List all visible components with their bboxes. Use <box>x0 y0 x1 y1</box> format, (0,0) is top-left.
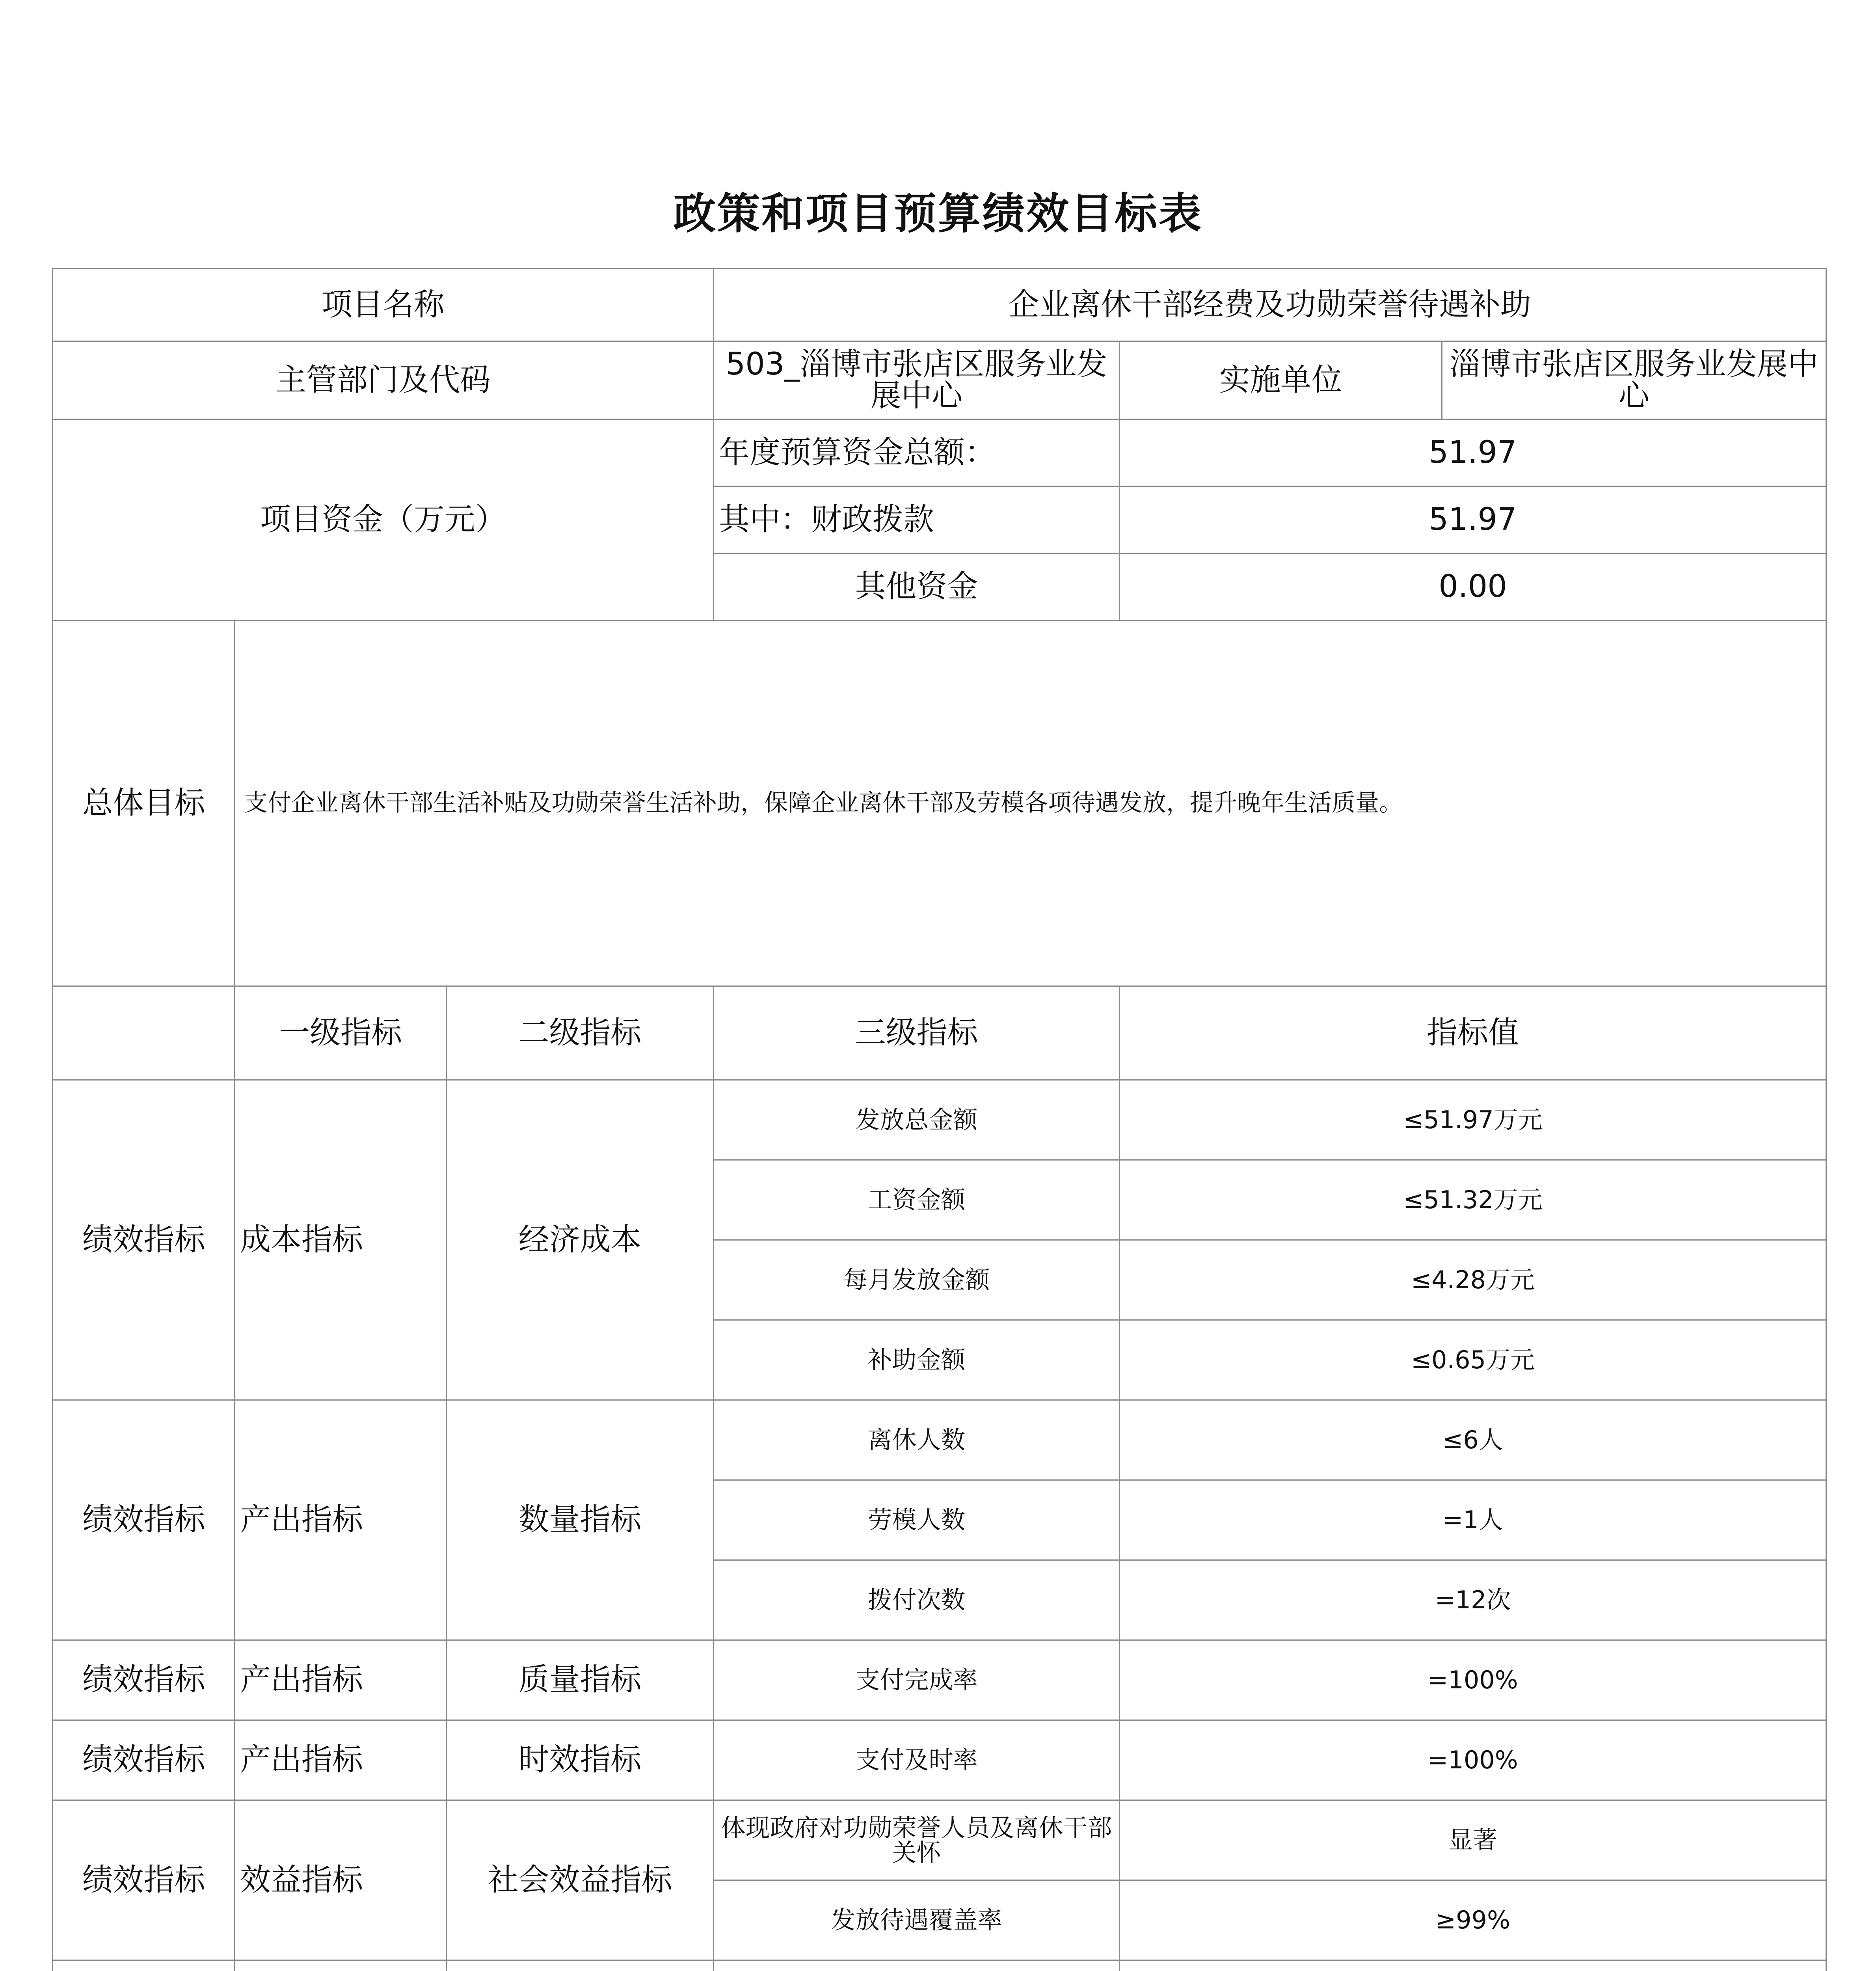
indicator-level1: 产出指标 <box>235 1640 447 1720</box>
indicator-value: ≤4.28万元 <box>1120 1240 1826 1320</box>
indicator-value: ≤51.32万元 <box>1120 1160 1826 1240</box>
indicator-value: ≤0.65万元 <box>1120 1320 1826 1400</box>
indicator-name: 拨付次数 <box>714 1560 1120 1640</box>
funds-row-label: 其他资金 <box>714 553 1120 620</box>
indicator-name: 每月发放金额 <box>714 1240 1120 1320</box>
indicator-name: 发放待遇覆盖率 <box>714 1880 1120 1960</box>
indicator-name: 劳模人数 <box>714 1480 1120 1560</box>
implementing-unit-label: 实施单位 <box>1120 341 1442 419</box>
funds-row-label: 年度预算资金总额： <box>714 419 1120 486</box>
indicator-name: 发放总金额 <box>714 1080 1120 1160</box>
indicator-row <box>53 1080 1826 1160</box>
funds-row <box>53 419 1826 486</box>
indicator-level1: 成本指标 <box>235 1080 447 1400</box>
project-name-label: 项目名称 <box>53 269 714 341</box>
indicator-level2 <box>447 1960 714 1971</box>
funds-label: 项目资金（万元） <box>53 419 714 620</box>
indicator-category: 绩效指标 <box>53 1800 235 1960</box>
indicator-value: 显著 <box>1120 1800 1826 1880</box>
indicator-row <box>53 1960 1826 1971</box>
performance-goal-table <box>52 268 1827 1971</box>
indicator-level2: 数量指标 <box>447 1400 714 1640</box>
indicator-value: ≤51.97万元 <box>1120 1080 1826 1160</box>
indicator-level2: 质量指标 <box>447 1640 714 1720</box>
page-title: 政策和项目预算绩效目标表 <box>673 189 1203 238</box>
indicator-row <box>53 1640 1826 1720</box>
indicator-name: 支付完成率 <box>714 1640 1120 1720</box>
indicator-value: ≤6人 <box>1120 1400 1826 1480</box>
indicator-category: 绩效指标 <box>53 1720 235 1800</box>
indicator-level1: 产出指标 <box>235 1400 447 1640</box>
header-level2: 二级指标 <box>447 986 714 1080</box>
indicator-level1: 产出指标 <box>235 1720 447 1800</box>
project-name-row <box>53 269 1826 341</box>
indicator-level2: 时效指标 <box>447 1720 714 1800</box>
header-level1: 一级指标 <box>235 986 447 1080</box>
indicator-row <box>53 1400 1826 1480</box>
indicator-category: 绩效指标 <box>53 1080 235 1400</box>
department-row <box>53 341 1826 419</box>
indicator-category <box>53 1960 235 1971</box>
indicator-value: =100% <box>1120 1720 1826 1800</box>
funds-row-value: 51.97 <box>1120 419 1826 486</box>
indicator-level1 <box>235 1960 447 1971</box>
department-value: 503_淄博市张店区服务业发展中心 <box>714 341 1120 419</box>
overall-goal-row <box>53 620 1826 986</box>
indicator-row <box>53 1720 1826 1800</box>
indicator-header-row <box>53 986 1826 1080</box>
department-label: 主管部门及代码 <box>53 341 714 419</box>
indicator-name: 支付及时率 <box>714 1720 1120 1800</box>
indicator-category: 绩效指标 <box>53 1640 235 1720</box>
indicator-row <box>53 1800 1826 1880</box>
indicator-level2: 经济成本 <box>447 1080 714 1400</box>
indicator-name: 补助金额 <box>714 1320 1120 1400</box>
overall-goal-label: 总体目标 <box>53 620 235 986</box>
header-value: 指标值 <box>1120 986 1826 1080</box>
indicator-value <box>1120 1960 1826 1971</box>
indicator-value: =1人 <box>1120 1480 1826 1560</box>
funds-row-value: 51.97 <box>1120 486 1826 553</box>
indicator-name: 离休人数 <box>714 1400 1120 1480</box>
header-level3: 三级指标 <box>714 986 1120 1080</box>
indicator-category: 绩效指标 <box>53 1400 235 1640</box>
funds-row-label: 其中：财政拨款 <box>714 486 1120 553</box>
implementing-unit-value: 淄博市张店区服务业发展中心 <box>1442 341 1826 419</box>
funds-row-value: 0.00 <box>1120 553 1826 620</box>
project-name-value: 企业离休干部经费及功勋荣誉待遇补助 <box>714 269 1826 341</box>
overall-goal-text: 支付企业离休干部生活补贴及功勋荣誉生活补助，保障企业离休干部及劳模各项待遇发放，提升晚年生活质量。 <box>235 620 1826 986</box>
indicator-name: 工资金额 <box>714 1160 1120 1240</box>
indicator-name: 体现政府对功勋荣誉人员及离休干部关怀 <box>714 1800 1120 1880</box>
indicator-level2: 社会效益指标 <box>447 1800 714 1960</box>
header-blank <box>53 986 235 1080</box>
indicator-value: =100% <box>1120 1640 1826 1720</box>
indicator-value: =12次 <box>1120 1560 1826 1640</box>
indicator-value: ≥99% <box>1120 1880 1826 1960</box>
indicator-level1: 效益指标 <box>235 1800 447 1960</box>
indicator-name <box>714 1960 1120 1971</box>
